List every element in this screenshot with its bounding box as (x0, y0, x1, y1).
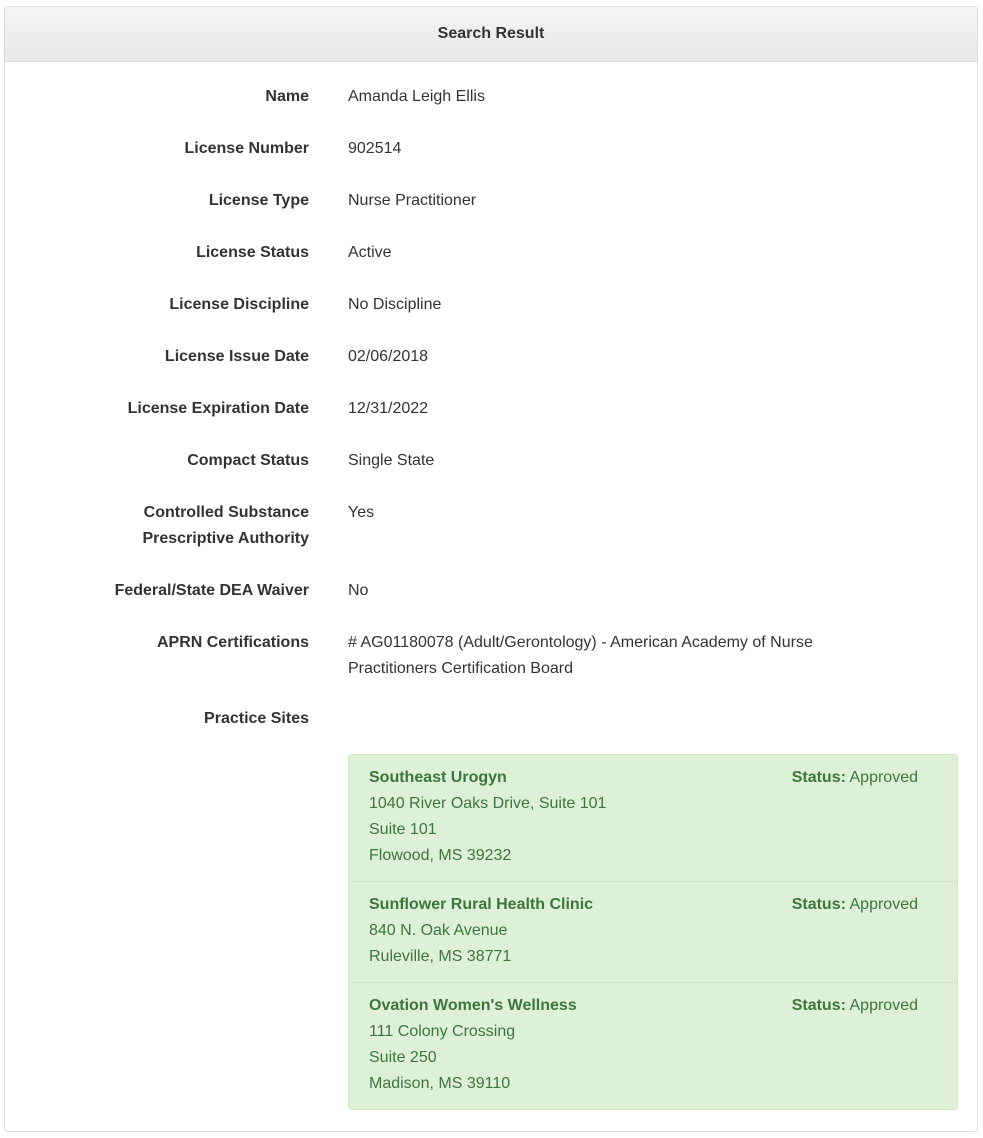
field-value: Amanda Leigh Ellis (348, 88, 485, 105)
practice-site-item (349, 881, 957, 982)
field-label: APRN Certifications (156, 634, 309, 651)
practice-site-status (792, 993, 918, 1019)
field-label: License Status (196, 244, 309, 261)
field-label-line: Prescriptive Authority (142, 530, 309, 547)
field-value: 02/06/2018 (348, 348, 429, 365)
practice-site-name: Ovation Women's Wellness (369, 997, 577, 1014)
field-value-line: # AG01180078 (Adult/Gerontology) - American Academy of Nurse (348, 634, 813, 651)
field-label: License Expiration Date (127, 400, 309, 417)
field-value (348, 630, 948, 682)
address-line: Suite 250 (369, 1049, 437, 1066)
search-result-panel (4, 6, 978, 1132)
practice-site-item (349, 982, 957, 1109)
field-value: 902514 (348, 140, 402, 157)
status-label: Status: (791, 896, 846, 913)
field-label: Name (265, 88, 309, 105)
practice-site-name: Sunflower Rural Health Clinic (369, 896, 594, 913)
field-value: Yes (348, 504, 375, 521)
field-label: License Issue Date (164, 348, 309, 365)
field-value: Nurse Practitioner (348, 192, 477, 209)
status-value: Approved (849, 997, 918, 1014)
status-value: Approved (849, 896, 918, 913)
field-label-line: Controlled Substance (143, 504, 309, 521)
field-value: 12/31/2022 (348, 400, 429, 417)
address-line: 1040 River Oaks Drive, Suite 101 (369, 795, 607, 812)
address-line: Ruleville, MS 38771 (369, 948, 512, 965)
status-label: Status: (791, 769, 846, 786)
field-label: Compact Status (187, 452, 309, 469)
field-label: License Number (184, 140, 309, 157)
address-line: Madison, MS 39110 (369, 1075, 511, 1092)
address-line: 840 N. Oak Avenue (369, 922, 508, 939)
field-label: Federal/State DEA Waiver (114, 582, 309, 599)
field-value: Active (348, 244, 392, 261)
practice-site-status (792, 892, 918, 918)
field-value: No (348, 582, 369, 599)
practice-sites-list (348, 754, 958, 1110)
field-value-line: Practitioners Certification Board (348, 660, 573, 677)
panel-title: Search Result (5, 7, 977, 62)
field-value: No Discipline (348, 296, 442, 313)
field-label: License Type (208, 192, 309, 209)
practice-site-name: Southeast Urogyn (369, 769, 507, 786)
field-label (5, 500, 309, 552)
status-label: Status: (791, 997, 846, 1014)
address-line: Suite 101 (369, 821, 437, 838)
practice-site-item (349, 755, 957, 881)
field-label: License Discipline (169, 296, 309, 313)
field-label: Practice Sites (204, 710, 309, 727)
status-value: Approved (849, 769, 918, 786)
address-line: 111 Colony Crossing (369, 1023, 516, 1040)
practice-site-status (792, 765, 918, 791)
field-value: Single State (348, 452, 435, 469)
address-line: Flowood, MS 39232 (369, 847, 512, 864)
